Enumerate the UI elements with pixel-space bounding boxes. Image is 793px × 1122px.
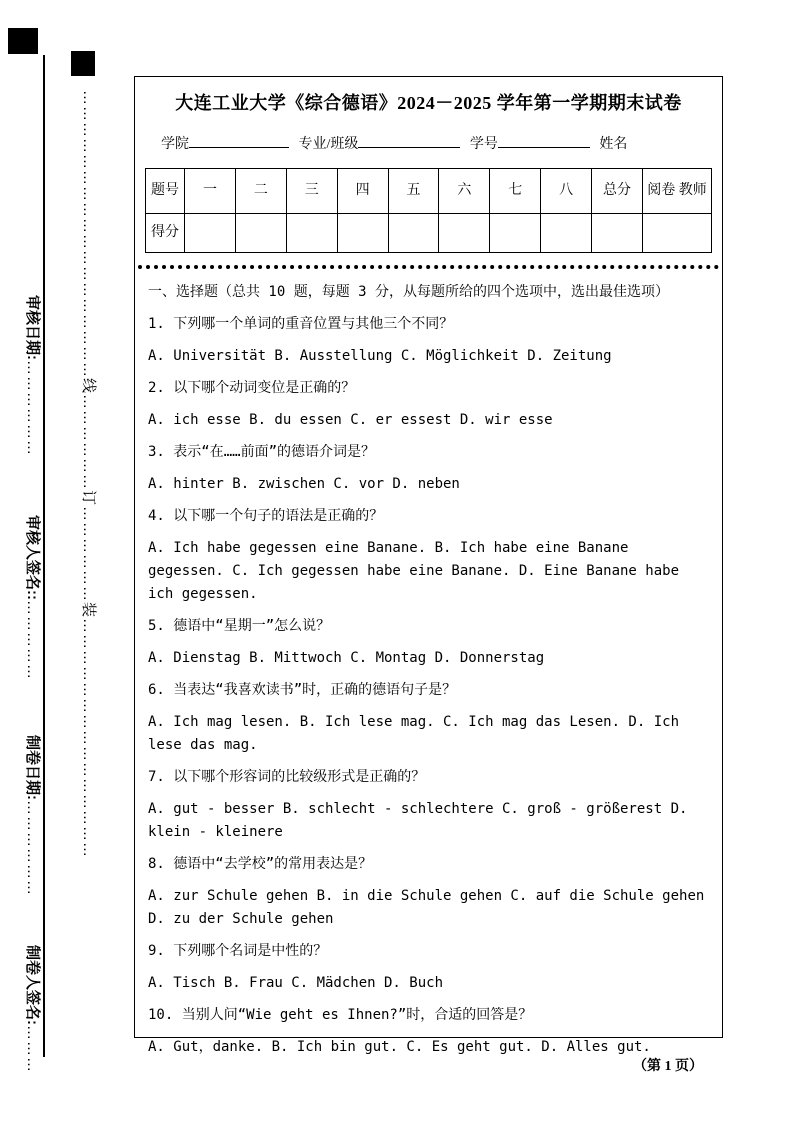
score-header-4: 四 <box>337 169 388 214</box>
page-footer: （第 1 页） <box>633 1059 703 1074</box>
score-cell <box>388 214 439 253</box>
question-1-text: 1. 下列哪一个单词的重音位置与其他三个不同？ <box>148 316 454 332</box>
binding-mark-top <box>8 28 38 54</box>
score-header-grader: 阅卷 教师 <box>643 169 712 214</box>
info-fill-line-student-id <box>498 132 590 148</box>
margin-field-dots: …………… <box>24 600 41 680</box>
question-7-options: A. gut - besser B. schlecht - schlechtere C. groß - größerest D. klein - kleinere <box>148 801 688 840</box>
score-header-total: 总分 <box>592 169 643 214</box>
score-row-label: 得分 <box>146 214 185 253</box>
score-cell <box>439 214 490 253</box>
questions-area <box>135 281 722 1059</box>
question-9-text: 9. 下列哪个名词是中性的？ <box>148 943 328 959</box>
score-table-score-row <box>146 214 712 253</box>
question-8-options: A. zur Schule gehen B. in die Schule gehen C. auf die Schule gehen D. zu der Schule gehen <box>148 888 705 927</box>
margin-field-papermaking-date <box>23 735 41 896</box>
info-fill-line-college <box>189 132 289 148</box>
score-header-6: 六 <box>439 169 490 214</box>
question-8-text: 8. 德语中“去学校”的常用表达是？ <box>148 856 373 872</box>
margin-field-dots: ……………… <box>24 360 41 456</box>
score-header-7: 七 <box>490 169 541 214</box>
margin-field-dots: ……… <box>24 1025 41 1073</box>
score-cell <box>286 214 337 253</box>
margin-field-label: 审核日期: <box>24 295 41 360</box>
binding-mark-second <box>71 51 95 76</box>
student-info-line <box>161 132 722 152</box>
score-header-qno: 题号 <box>146 169 185 214</box>
score-header-3: 三 <box>286 169 337 214</box>
question-9-options: A. Tisch B. Frau C. Mädchen D. Buch <box>148 975 444 991</box>
margin-field-label: 制卷日期: <box>24 735 41 800</box>
question-3-options: A. hinter B. zwischen C. vor D. neben <box>148 476 460 492</box>
info-label-college: 学院 <box>161 137 189 152</box>
info-label-major-class: 专业/班级 <box>298 137 359 152</box>
question-3-text: 3. 表示“在……前面”的德语介词是？ <box>148 444 376 460</box>
score-header-5: 五 <box>388 169 439 214</box>
margin-field-dots: ……………… <box>24 800 41 896</box>
info-fill-line-major-class <box>358 132 460 148</box>
score-header-2: 二 <box>235 169 286 214</box>
score-header-8: 八 <box>541 169 592 214</box>
score-header-1: 一 <box>185 169 236 214</box>
question-5-text: 5. 德语中“星期一”怎么说？ <box>148 618 331 634</box>
question-2-text: 2. 以下哪个动词变位是正确的？ <box>148 380 356 396</box>
score-cell <box>541 214 592 253</box>
question-1-options: A. Universität B. Ausstellung C. Möglichkeit D. Zeitung <box>148 348 612 364</box>
exam-title: 大连工业大学《综合德语》2024－2025 学年第一学期期末试卷 <box>175 93 682 113</box>
margin-field-reviewer-signature <box>23 515 41 680</box>
dotted-separator <box>138 265 719 269</box>
score-cell <box>490 214 541 253</box>
question-7-text: 7. 以下哪个形容词的比较级形式是正确的？ <box>148 769 426 785</box>
score-table <box>145 168 712 253</box>
info-label-name: 姓名 <box>599 137 628 152</box>
exam-box <box>134 76 723 1055</box>
question-6-options: A. Ich mag lesen. B. Ich lese mag. C. Ich mag das Lesen. D. Ich lese das mag. <box>148 714 680 753</box>
score-table-header-row <box>146 169 712 214</box>
section-title: 一、选择题（总共 10 题，每题 3 分，从每题所给的四个选项中，选出最佳选项） <box>148 284 669 300</box>
score-cell <box>185 214 236 253</box>
score-cell <box>337 214 388 253</box>
info-label-student-id: 学号 <box>469 137 498 152</box>
margin-field-label: 制卷人签名: <box>24 945 41 1025</box>
score-cell-grader <box>643 214 712 253</box>
question-2-options: A. ich esse B. du essen C. er essest D. wir esse <box>148 412 553 428</box>
question-10-options: A. Gut，danke. B. Ich bin gut. C. Es geht gut. D. Alles gut. <box>148 1039 651 1055</box>
question-10-text: 10. 当别人问“Wie geht es Ihnen?”时，合适的回答是？ <box>148 1007 533 1023</box>
margin-field-review-date <box>23 295 41 456</box>
margin-vertical-line <box>43 55 45 1057</box>
question-5-options: A. Dienstag B. Mittwoch C. Montag D. Donnerstag <box>148 650 545 666</box>
info-fill-line-name <box>161 153 256 169</box>
binding-line: ………………………………………………线………………订………………装……………………………………… <box>80 90 97 859</box>
question-4-text: 4. 以下哪一个句子的语法是正确的？ <box>148 508 384 524</box>
score-cell <box>235 214 286 253</box>
margin-field-papermaker-signature <box>23 945 41 1073</box>
margin-field-label: 审核人签名:: <box>24 515 41 600</box>
question-4-options: A. Ich habe gegessen eine Banane. B. Ich habe eine Banane gegessen. C. Ich gegessen habe eine Banane. D. Eine Banane habe ich gegessen. <box>148 540 680 602</box>
score-cell <box>592 214 643 253</box>
question-6-text: 6. 当表达“我喜欢读书”时，正确的德语句子是？ <box>148 682 457 698</box>
